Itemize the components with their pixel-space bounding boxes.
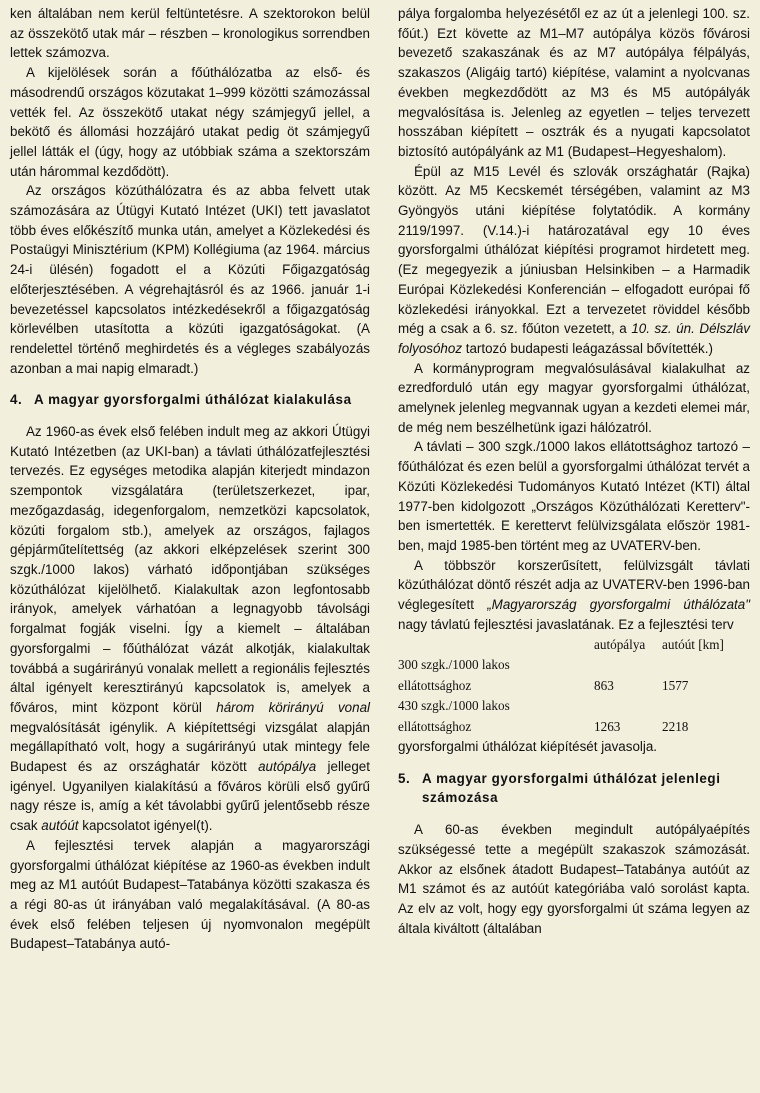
paragraph-tobbszor-korszerusitett: A többször korszerűsített, felülvizsgált távlati közúthálózat döntő részét adja az UVATERV-ben 1996-ban véglegesített „Magyarország gyorsforgalmi úthálózata" nagy távlatú fejlesztési javaslatának. Ez a fejlesztési terv bbox=[398, 557, 750, 632]
paragraph-javasolja: gyorsforgalmi úthálózat kiépítését javasolja. bbox=[398, 739, 658, 754]
paragraph-1960as-evek: Az 1960-as évek első felében indult meg az akkori Útügyi Kutató Intézetben (az UKI-ban) a távlati úthálózatfejlesztési tervezés. Ez egységes metodika alapján kiterjedt mindazon szempontok vizsgálatára (területszerkezet, ipar, mezőgazdaság, idegenforgalom, nemzetközi kapcsolatok, közúti forgalom stb.), amelyek az országos, fajlagos gépjárműtelítettség (az akkori elképzelések szerint 300 szgk./1000 lakos) várható időpontjában szükséges közúthálózat kijelölhető. Kialakultak azon legfontosabb irányok, amelyek várhatóan a legnagyobb távolsági forgalmat fogják viselni. Így a kiemelt – általában gyorsforgalmi – főúthálózat vázát alkotják, kialakultak továbbá a sugárirányú vonalak mellett a regionális fejlesztés által igényelt keresztirányú kapcsolatok is, amelyek a főváros, mint központ körül három körirányú vonal megvalósítását igénylik. A kiépítettségi vizsgálat alapján megállapítható volt, hogy a sugárirányú utak mintegy fele Budapest és az országhatár között autópálya jelleget igényel. Ugyanilyen kialakítású a főváros körüli első gyűrű nagy része is, amíg a két távolabbi gyűrű jelentősebb része csak autóút kapcsolatot igényel(t). bbox=[10, 424, 371, 834]
header-unit: [km] bbox=[698, 636, 724, 652]
emphasis-harom-koriranyu-vonal: három körirányú vonal bbox=[216, 699, 371, 715]
value-autout: 2218 bbox=[662, 718, 689, 734]
row-label-line-2: ellátottsághoz bbox=[398, 718, 472, 734]
value-autout: 1577 bbox=[662, 677, 689, 693]
section-4-title: A magyar gyorsforgalmi úthálózat kialakulása bbox=[34, 392, 352, 408]
paragraph-kormanyprogram: A kormányprogram megvalósulásával kialakulhat az ezredforduló után egy magyar gyorsforgalmi úthálózat, amelynek jelenleg megvannak ugyan a kezdeti elemei már, de még nem beszélhetünk igazi hálózatról. bbox=[398, 360, 750, 435]
paragraph-60as-evek: A 60-as években megindult autópályaépítés szükségessé tette a megépült szakaszok számozását. Akkor az elsőnek átadott Budapest–Tatabánya autóút az M1 számot és az autóút kategóriába való sorolást kapta. Az elv az volt, hogy egy gyorsforgalmi út száma legyen az általa kiváltott (általában bbox=[398, 822, 750, 936]
section-4-heading bbox=[10, 390, 370, 410]
table-row bbox=[398, 717, 750, 738]
section-5-number: 5. bbox=[398, 770, 411, 786]
value-autopalya: 1263 bbox=[594, 718, 621, 734]
emphasis-uvaterv-title: „Magyarország gyorsforgalmi úthálózata" bbox=[487, 597, 750, 613]
development-plan-table bbox=[398, 635, 750, 738]
paragraph-tavlati-fohalozat: A távlati – 300 szgk./1000 lakos ellátottsághoz tartozó – főúthálózat és ezen belül a gyorsforgalmi úthálózat tervét a Közúti Közlekedési Tudományos Kutató Intézet (KTI) által 1977-ben kidolgozott „Országos Közúthálózati Keretterv"-ben ismertették. E kerettervt felülvizsgálata először 1981-ben, majd 1985-ben történt meg az UVATERV-ben. bbox=[398, 439, 750, 553]
paragraph-kijelolesek: A kijelölések során a főúthálózatba az első- és másodrendű országos közutakat 1–999 közötti számozással vették fel. Az összekötő utakat négy számjegyű jellel, a bekötő és állomási hozzájáró utakat pedig öt számjegyű jellel látták el (úgy, hogy az utóbbiak száma a szektorszám után hárommal kezdődött). bbox=[10, 65, 370, 179]
paragraph-fejlesztesi-tervek: A fejlesztési tervek alapján a magyarországi gyorsforgalmi úthálózat kiépítése az 1960-as években indult meg az M1 autóút Budapest–Tatabánya közötti szakasza és a régi 80-as út irányában való megalakításával. (A 80-as évek első felében teljesen új nyomvonalon megépült Budapest–Tatabánya autó- bbox=[10, 837, 370, 952]
header-autopalya: autópálya bbox=[594, 636, 646, 652]
row-label-line-1: 300 szgk./1000 lakos bbox=[398, 657, 510, 672]
paragraph-epul-m15: Épül az M15 Levél és szlovák országhatár (Rajka) között. Az M5 Kecskemét térségében, valamint az M3 Gyöngyös utáni kiépítése folytatódik. A kormány 2119/1997. (V.14.)-i határozatával egy 10 éves gyorsforgalmi úthálózat kiépítési programot hirdetett meg. (Ez megegyezik a júniusban Helsinkiben – a Harmadik Európai Közlekedési Konferencián – elfogadott európai fő közlekedési irányokkal. Ezt a tervezetet röviddel később még a csak a 6. sz. főúton vezetett, a 10. sz. ún. Délszláv folyosóhoz tartozó budapesti leágazással bővítették.) bbox=[398, 163, 751, 356]
row-label-line-1: 430 szgk./1000 lakos bbox=[398, 698, 510, 713]
header-autout-unit: autóút [km] bbox=[662, 636, 724, 652]
row-label-line-2: ellátottsághoz bbox=[398, 677, 472, 693]
table-row bbox=[398, 655, 750, 676]
section-5-heading bbox=[398, 769, 750, 808]
table-header-row bbox=[398, 635, 750, 656]
paragraph-continuation: ken általában nem kerül feltüntetésre. A szektorokon belül az összekötő utak már – részben – kronologikus sorrendben lettek számozva. bbox=[10, 6, 370, 61]
table-row bbox=[398, 676, 750, 697]
value-autopalya: 863 bbox=[594, 677, 614, 693]
paragraph-palya-continuation: pálya forgalomba helyezésétől ez az út a jelenlegi 100. sz. főút.) Ezt követte az M1–M7 autópálya közös fővárosi bevezető szakaszának és az M7 autópálya félpályás, szakaszos (Aligáig tartó) kiépítése, valamint a nyolcvanas években megkezdődött az M3 és M5 autópályák megvalósítása is. Jelenleg az egyetlen – teljes tervezett hosszában kiépített – osztrák és a nyugati kapcsolatot biztosító autópályánk az M1 (Budapest–Hegyeshalom). bbox=[398, 6, 750, 159]
table-row bbox=[398, 696, 750, 717]
emphasis-autout: autóút bbox=[41, 818, 79, 834]
emphasis-autopalya: autópálya bbox=[258, 759, 317, 775]
section-4-number: 4. bbox=[10, 392, 23, 408]
paragraph-orszagos-kozuthalozat: Az országos közúthálózatra és az abba felvett utak számozására az Útügyi Kutató Intézet (UKI) tett javaslatot több éves előkészítő munka után, amelyet a Közlekedési és Postaügyi Minisztérium (KPM) Kollégiuma (az 1964. március 24-i ülésén) fogadott el a Közúti Főigazgatóság előterjesztésében. A végrehajtásról és az 1966. január 1-i bevezetéssel kapcsolatos intézkedésekről a főigazgatóság körlevélben utasította a közúti igazgatóságokat. (A rendelettel történő meghirdetés és a végleges szabályozás azonban a mai napig elmaradt.) bbox=[10, 183, 370, 376]
left-column bbox=[10, 4, 370, 954]
emphasis-delszlav-folyoso: 10. sz. ún. Délszláv folyosóhoz bbox=[398, 321, 751, 356]
section-5-title: A magyar gyorsforgalmi úthálózat jelenlegi számozása bbox=[422, 770, 721, 806]
right-column bbox=[398, 4, 750, 938]
